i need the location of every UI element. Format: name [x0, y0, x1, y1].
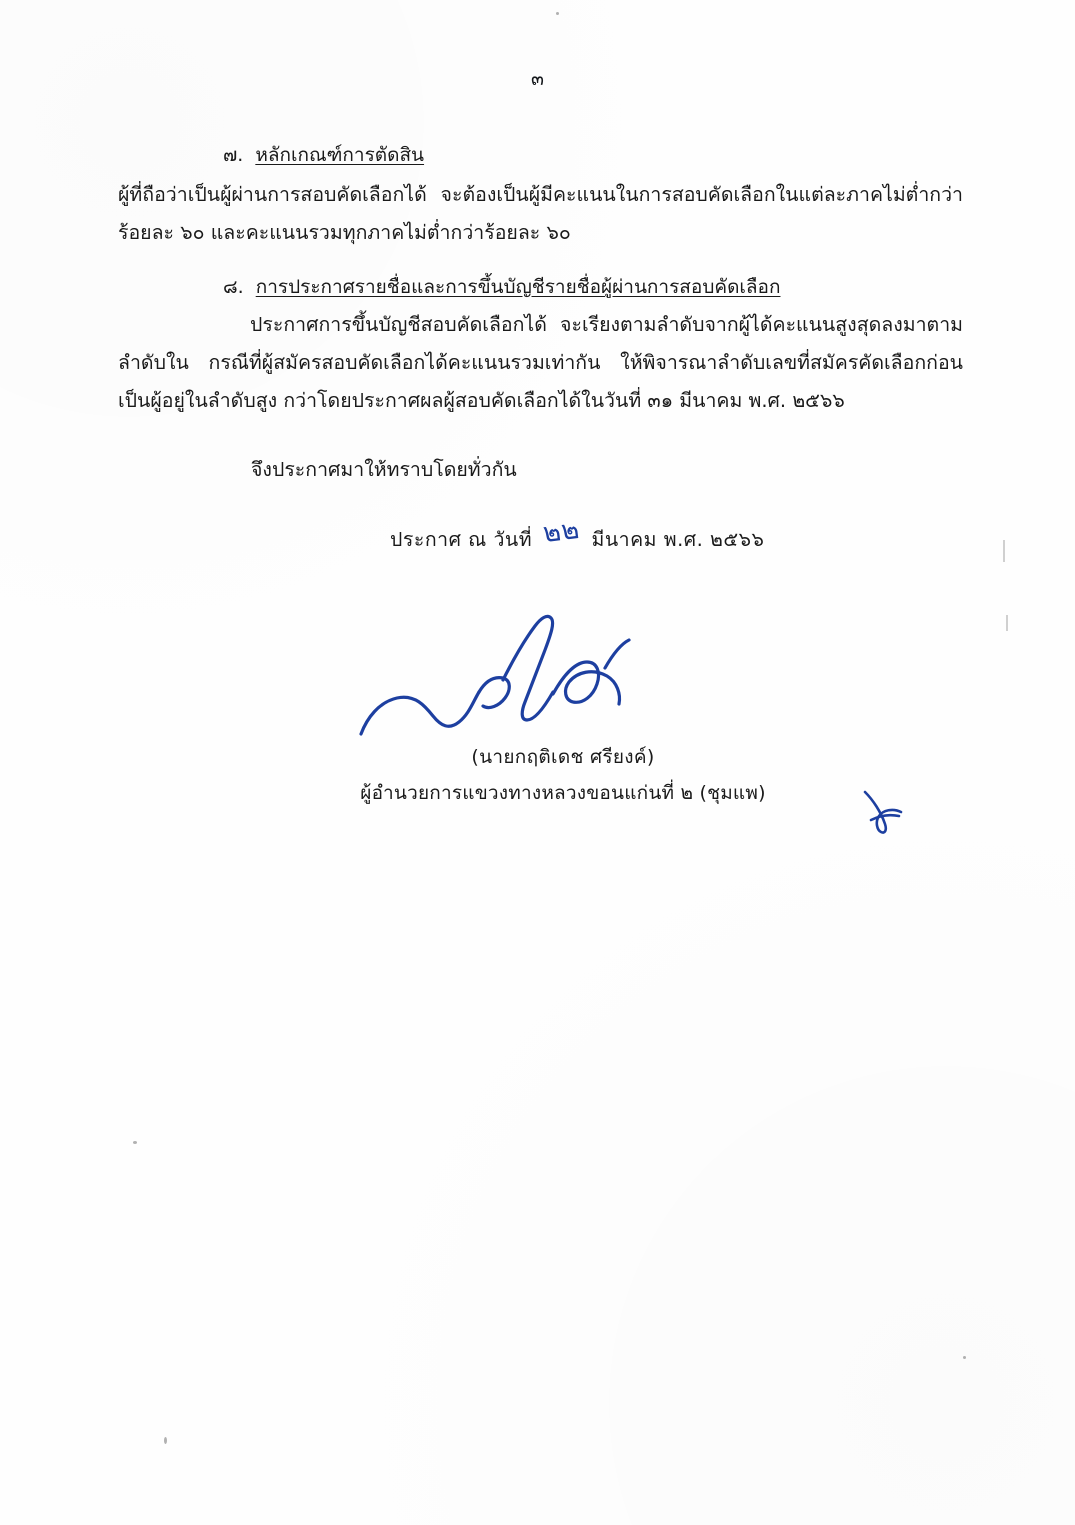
section-7-number: ๗. — [223, 144, 244, 166]
scan-edge-tick — [1006, 615, 1008, 631]
section-8-title: การประกาศรายชื่อและการขึ้นบัญชีรายชื่อผู้ผ่านการสอบคัดเลือก — [255, 276, 781, 299]
document-body — [118, 140, 963, 808]
date-prefix: ประกาศ ณ วันที่ — [390, 528, 533, 552]
scan-speck — [133, 1141, 137, 1144]
date-line — [390, 515, 963, 558]
date-suffix: มีนาคม พ.ศ. ๒๕๖๖ — [591, 528, 765, 552]
signer-name: (นายกฤติเดช ศรียงค์) — [471, 746, 655, 769]
section-7-body: ผู้ที่ถือว่าเป็นผู้ผ่านการสอบคัดเลือกได้ จะต้องเป็นผู้มีคะแนนในการสอบคัดเลือกในแต่ละภาคไม่ต่ำกว่าร้อยละ ๖๐ และคะแนนรวมทุกภาคไม่ต่ำกว่าร้อยละ ๖๐ — [118, 183, 963, 245]
section-8 — [118, 272, 963, 420]
signature-mark — [353, 606, 773, 756]
scan-speck — [963, 1356, 966, 1359]
section-7-heading — [223, 140, 963, 170]
section-7-title: หลักเกณฑ์การตัดสิน — [255, 144, 425, 166]
page-number: ๓ — [531, 68, 544, 90]
initial-mark-icon — [855, 786, 909, 840]
section-8-number: ๘. — [223, 276, 244, 299]
signature-block — [253, 606, 873, 808]
scan-speck — [164, 1437, 167, 1444]
section-7 — [118, 140, 963, 252]
signer-title-text: ผู้อำนวยการแขวงทางหลวงขอนแก่นที่ ๒ (ชุมแพ) — [360, 782, 766, 805]
signer-title — [253, 778, 873, 808]
scan-speck — [556, 12, 559, 15]
handwritten-day: ๒๒ — [541, 514, 582, 550]
scan-edge-tick — [1003, 540, 1005, 562]
section-8-body: ประกาศการขึ้นบัญชีสอบคัดเลือกได้ จะเรียงตามลำดับจากผู้ได้คะแนนสูงสุดลงมาตามลำดับใน กรณีที่ผู้สมัครสอบคัดเลือกได้คะแนนรวมเท่ากัน ให้พิจารณาลำดับเลขที่สมัครคัดเลือกก่อนเป็นผู้อยู่ในลำดับสูง กว่าโดยประกาศผลผู้สอบคัดเลือกได้ในวันที่ ๓๑ มีนาคม พ.ศ. ๒๕๖๖ — [118, 313, 963, 413]
notice-line: จึงประกาศมาให้ทราบโดยทั่วกัน — [251, 458, 517, 482]
section-8-heading — [223, 272, 963, 302]
